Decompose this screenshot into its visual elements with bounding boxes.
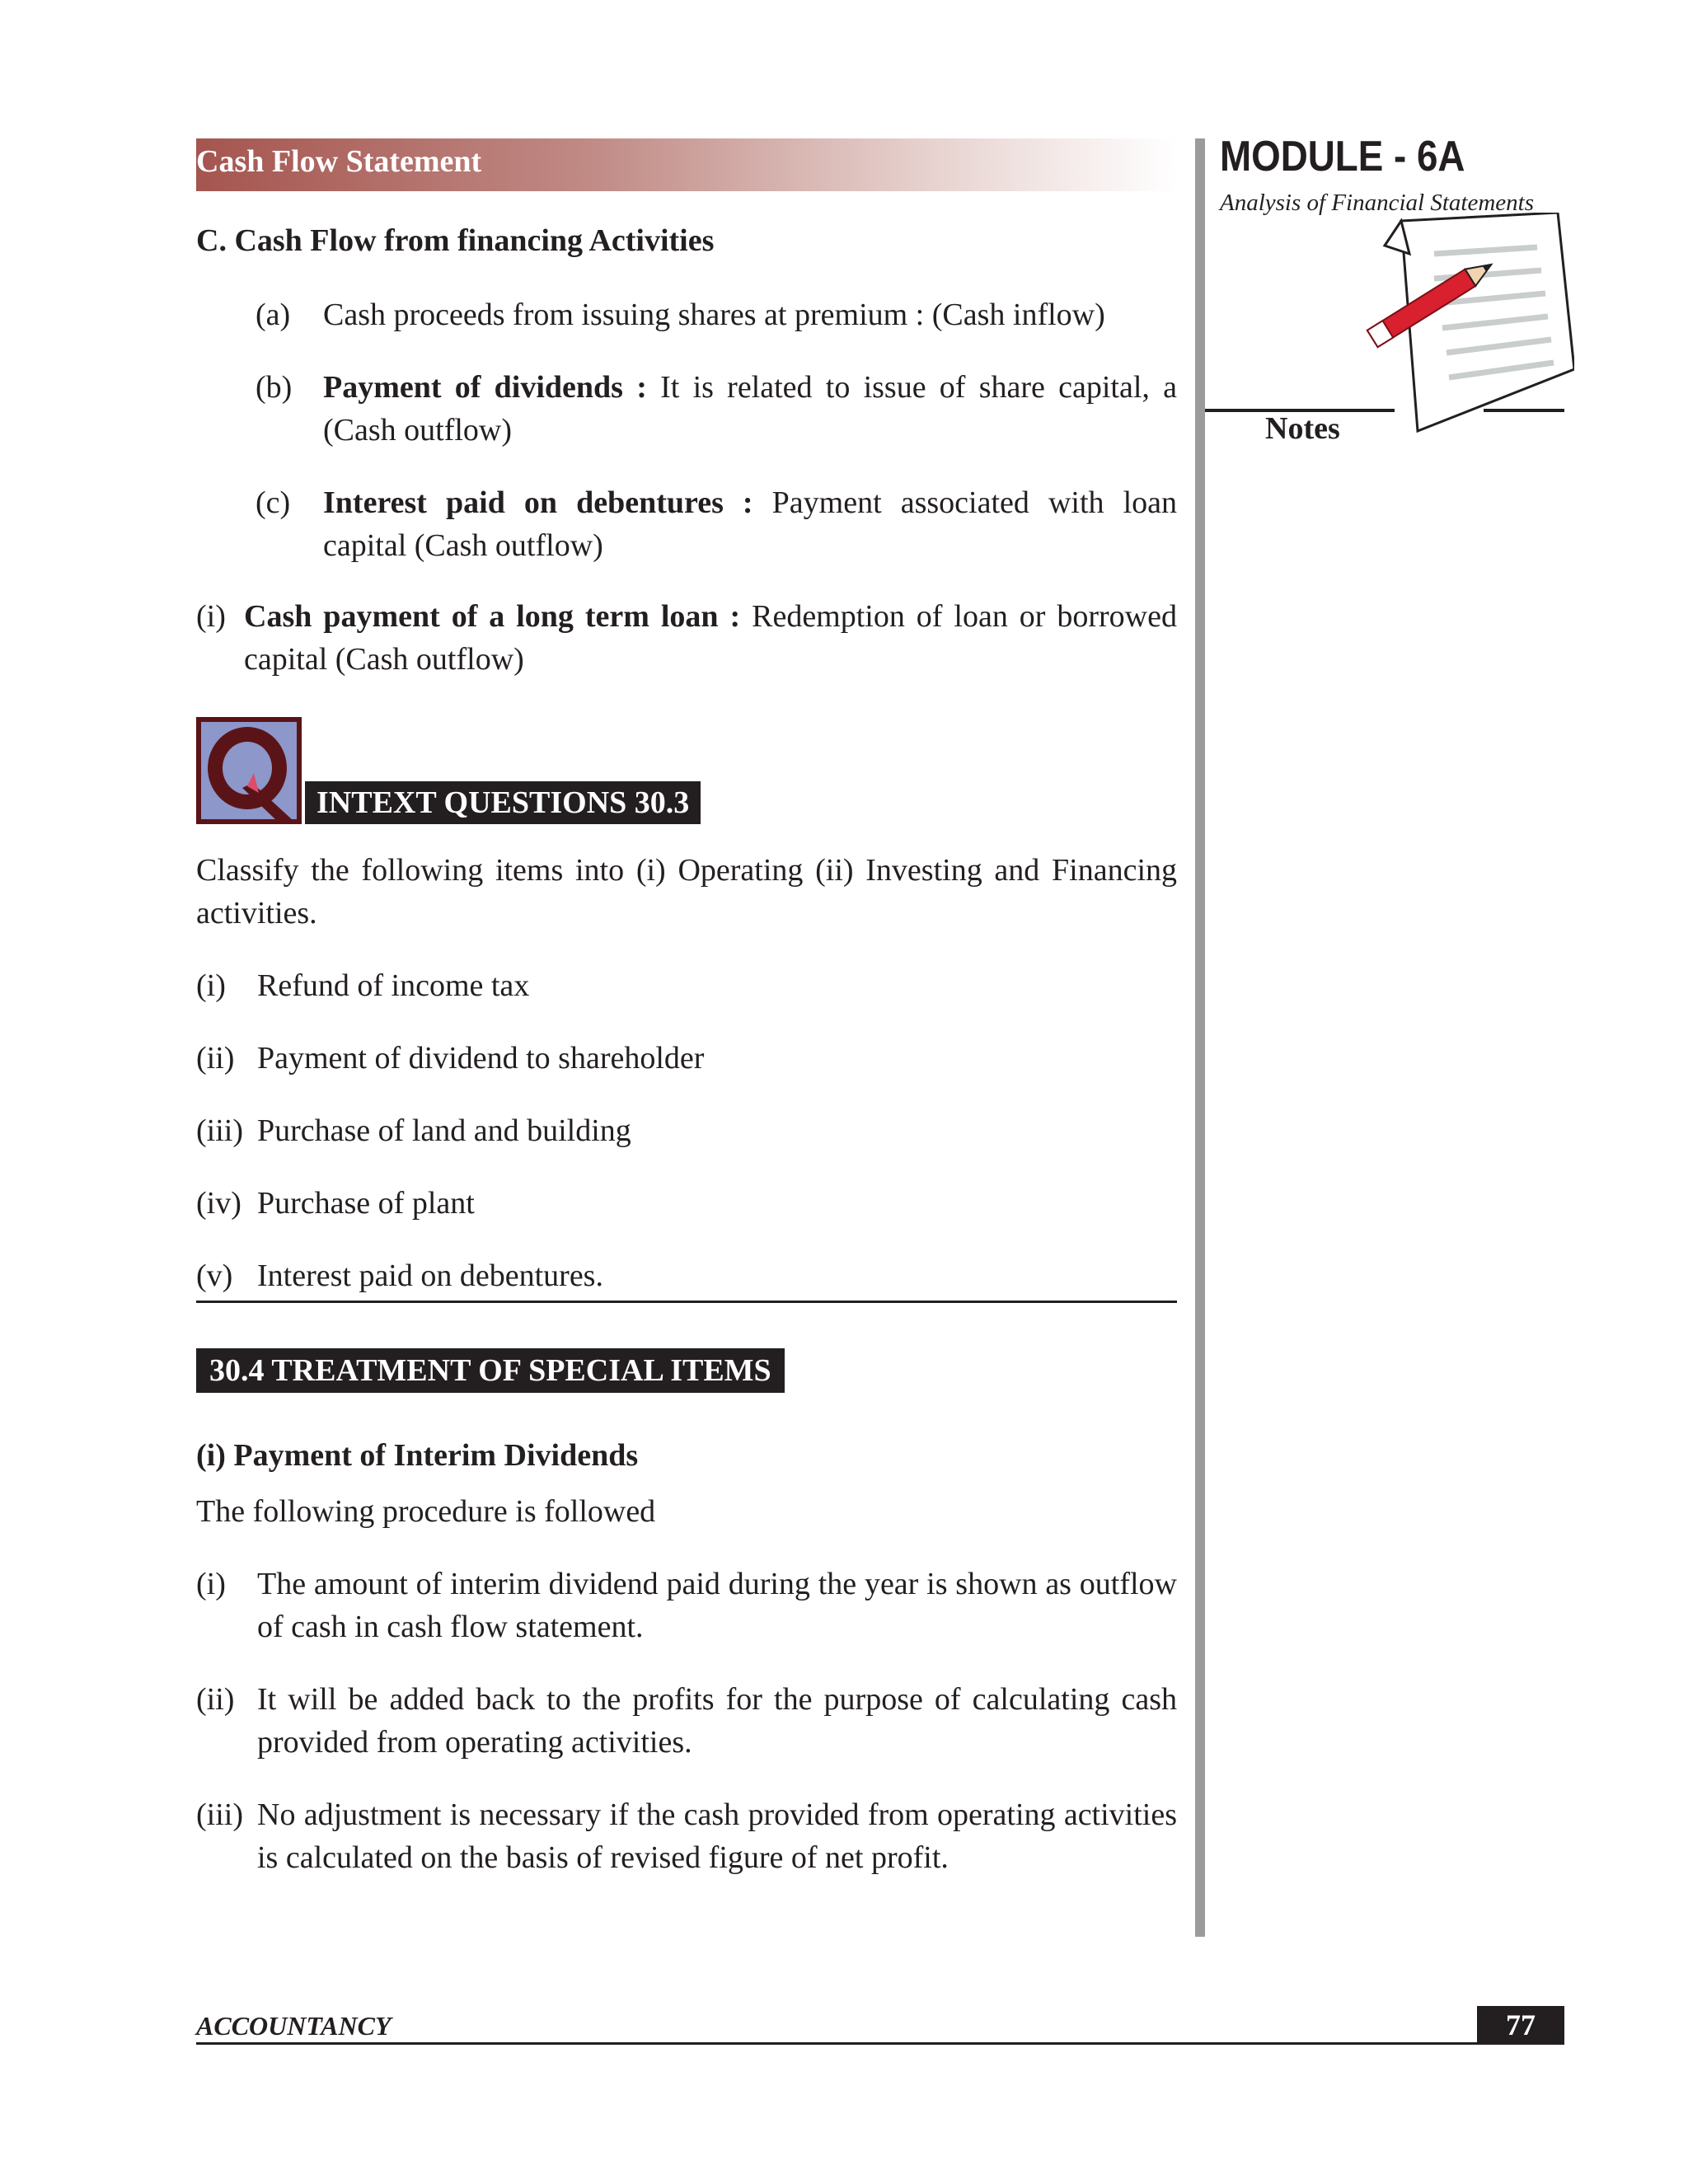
page-number: 77: [1477, 2006, 1564, 2044]
list-item: [323, 481, 1177, 567]
list-item: [323, 293, 1177, 336]
notes-rule-right: [1484, 409, 1564, 412]
footer-subject: ACCOUNTANCY: [196, 2011, 392, 2041]
item-text: It is related to issue of share capital, a (Cash outflow): [323, 370, 1178, 448]
item-bold-lead: Cash payment of a long term loan :: [244, 599, 741, 634]
notes-label: Notes: [1265, 411, 1340, 446]
question-marker: (v): [196, 1258, 233, 1293]
question-q-icon: [196, 717, 302, 824]
item-text: Redemption of loan or borrowed capital (Cash outflow): [244, 599, 1177, 677]
running-header-title: Cash Flow Statement: [196, 144, 482, 179]
procedure-intro: The following procedure is followed: [196, 1494, 656, 1529]
question-marker: (i): [196, 968, 226, 1003]
question-item: Purchase of plant: [257, 1186, 475, 1221]
item-marker: (i): [196, 599, 226, 634]
procedure-step: The amount of interim dividend paid during the year is shown as outflow of cash in cash flow statement.: [257, 1567, 1177, 1644]
item-marker: (a): [256, 298, 291, 332]
subsection-heading: (i) Payment of Interim Dividends: [196, 1438, 639, 1473]
question-marker: (iv): [196, 1186, 241, 1221]
list-item: [323, 366, 1177, 452]
procedure-step: No adjustment is necessary if the cash provided from operating activities is calculated on the basis of revised figure of net profit.: [257, 1797, 1177, 1875]
margin-rule: [1195, 138, 1205, 1937]
item-text: Cash proceeds from issuing shares at premium : (Cash inflow): [323, 298, 1105, 332]
intext-questions-label: INTEXT QUESTIONS 30.3: [305, 781, 701, 824]
question-item: Interest paid on debentures.: [257, 1258, 603, 1293]
question-item: Purchase of land and building: [257, 1113, 631, 1148]
question-marker: (iii): [196, 1113, 243, 1148]
step-marker: (iii): [196, 1797, 243, 1832]
procedure-step: It will be added back to the profits for the purpose of calculating cash provided from operating activities.: [257, 1682, 1177, 1760]
question-marker: (ii): [196, 1041, 235, 1076]
list-item: [244, 595, 1177, 681]
section-divider: [196, 1301, 1177, 1303]
item-marker: (b): [256, 370, 293, 405]
question-item: Payment of dividend to shareholder: [257, 1041, 705, 1076]
module-title: MODULE - 6A: [1220, 133, 1465, 180]
footer-rule: [196, 2042, 1564, 2045]
question-item: Refund of income tax: [257, 968, 530, 1003]
step-marker: (ii): [196, 1682, 235, 1717]
item-bold-lead: Interest paid on debentures :: [323, 485, 753, 520]
item-marker: (c): [256, 485, 291, 520]
item-bold-lead: Payment of dividends :: [323, 370, 647, 405]
section-c-heading: C. Cash Flow from financing Activities: [196, 223, 715, 258]
item-text: Payment associated with loan capital (Cash outflow): [323, 485, 1177, 563]
intext-intro: Classify the following items into (i) Operating (ii) Investing and Financing activities.: [196, 853, 1177, 930]
section-304-heading: 30.4 TREATMENT OF SPECIAL ITEMS: [196, 1348, 785, 1393]
module-subtitle: Analysis of Financial Statements: [1220, 190, 1534, 216]
step-marker: (i): [196, 1567, 226, 1601]
